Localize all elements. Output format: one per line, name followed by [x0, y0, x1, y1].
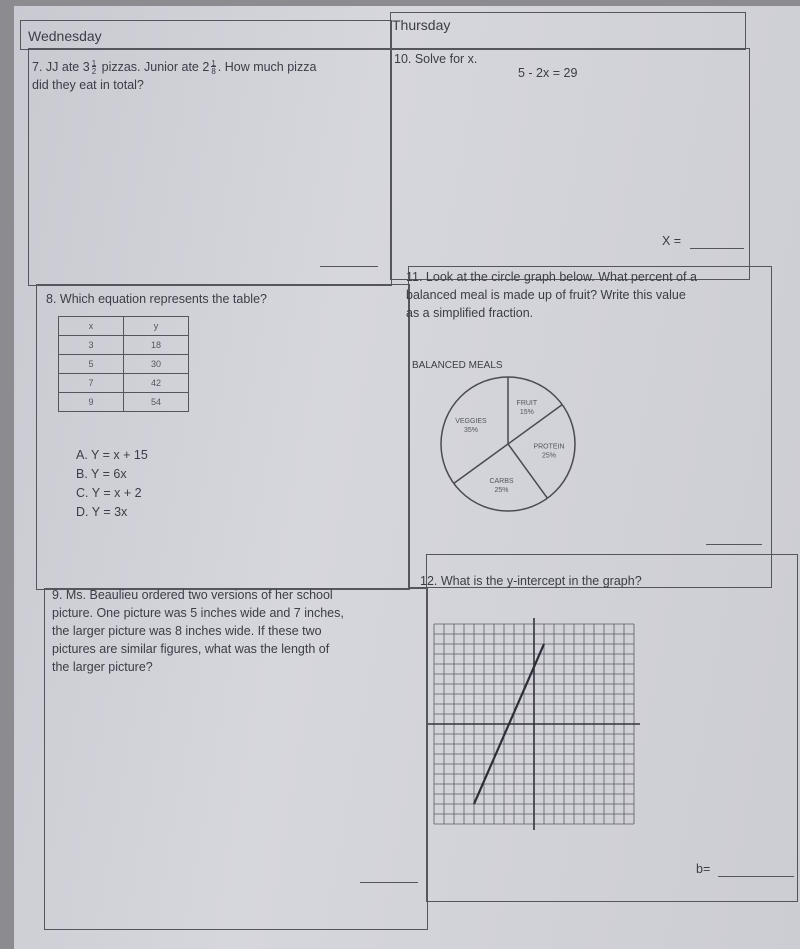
q11-line-3: as a simplified fraction. [406, 306, 534, 320]
choice-c[interactable]: C. Y = x + 2 [76, 486, 142, 500]
day-label-wednesday: Wednesday [28, 28, 102, 44]
q9-answer-blank[interactable] [360, 882, 418, 883]
q12-prompt: 12. What is the y-intercept in the graph? [420, 574, 642, 588]
q11-answer-blank[interactable] [706, 544, 762, 545]
cell-q10 [390, 48, 750, 280]
q7-fraction-2: $\frac{1}{8}$ [211, 58, 216, 76]
q12-answer-label: b= [696, 862, 711, 876]
choice-b[interactable]: B. Y = 6x [76, 467, 127, 481]
q9-line-4: pictures are similar figures, what was the length of [52, 642, 330, 656]
choice-d[interactable]: D. Y = 3x [76, 505, 128, 519]
choice-a[interactable]: A. Y = x + 15 [76, 448, 148, 462]
day-label-thursday: Thursday [392, 17, 451, 33]
table-row: 9 54 [59, 393, 189, 412]
q11-line-2: balanced meal is made up of fruit? Write this value [406, 288, 686, 302]
worksheet [14, 6, 800, 949]
q7-text-a: 7. JJ ate 3 [32, 60, 90, 74]
q11-line-1: 11. Look at the circle graph below. What percent of a [406, 270, 697, 284]
q8-prompt: 8. Which equation represents the table? [46, 292, 267, 306]
q7-line-2: did they eat in total? [32, 78, 144, 92]
question-7 [32, 58, 392, 94]
q9-prompt [52, 586, 344, 676]
table-row: 5 30 [59, 355, 189, 374]
q10-equation: 5 - 2x = 29 [518, 66, 578, 80]
pie-slice-label: FRUIT [516, 399, 538, 407]
q7-answer-blank[interactable] [320, 266, 378, 267]
pie-slice-percent: 25% [494, 487, 509, 495]
q7-text-c: . How much pizza [217, 60, 317, 74]
q8-choices [76, 446, 148, 522]
balanced-meals-pie-chart [434, 370, 584, 520]
q10-answer-blank[interactable] [690, 248, 744, 249]
pie-slice-percent: 25% [542, 452, 557, 460]
q9-line-3: the larger picture was 8 inches wide. If these two [52, 624, 322, 638]
pie-slice-label: PROTEIN [533, 443, 565, 451]
pie-slice-label: VEGGIES [455, 418, 487, 426]
q12-answer-blank[interactable] [718, 876, 794, 877]
q10-answer-label: X = [662, 234, 682, 248]
table-header-row [59, 317, 189, 336]
table-row: 7 42 [59, 374, 189, 393]
q9-line-1: 9. Ms. Beaulieu ordered two versions of her school [52, 588, 333, 602]
q7-text-b: pizzas. Junior ate 2 [98, 60, 210, 74]
pie-slice-percent: 35% [463, 427, 478, 435]
q9-line-5: the larger picture? [52, 660, 153, 674]
q11-prompt [406, 268, 697, 322]
q10-prompt: 10. Solve for x. [394, 52, 478, 66]
coordinate-graph [426, 614, 642, 834]
pie-slice-label: CARBS [489, 478, 514, 486]
table-row: 3 18 [59, 336, 189, 355]
table-header-x: x [59, 317, 124, 336]
q9-line-2: picture. One picture was 5 inches wide and 7 inches, [52, 606, 344, 620]
pie-divider [508, 405, 562, 444]
q8-xy-table [58, 316, 189, 412]
pie-slice-percent: 15% [519, 408, 534, 416]
pie-title: BALANCED MEALS [412, 360, 503, 371]
table-header-y: y [124, 317, 189, 336]
q7-fraction-1: $\frac{1}{2}$ [91, 58, 97, 76]
